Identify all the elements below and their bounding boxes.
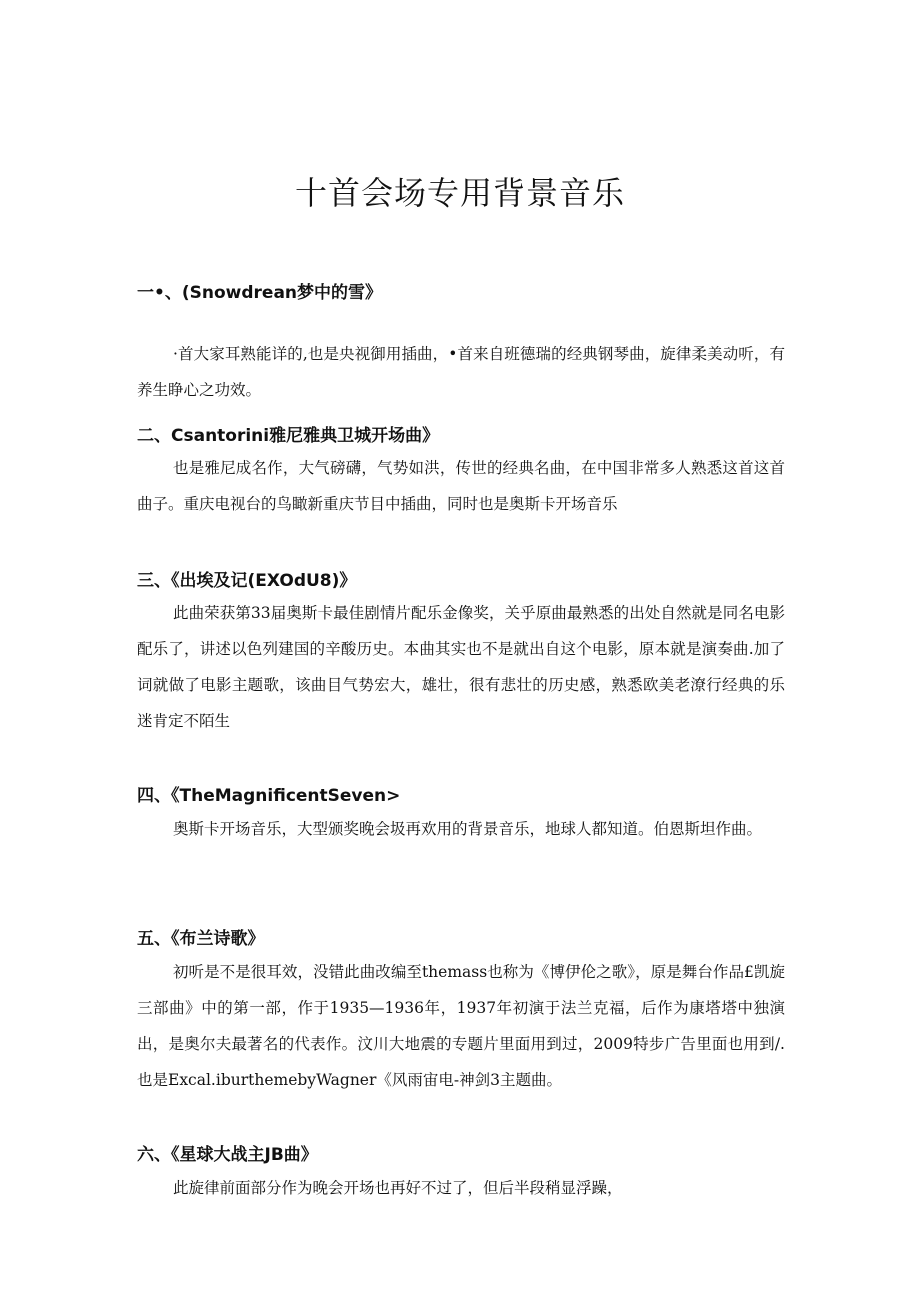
section-heading-6: 六、《星球大战主JB曲》 <box>137 1145 318 1165</box>
page-title: 十首会场专用背景音乐 <box>294 174 625 212</box>
section-body-6: 此旋律前面部分作为晚会开场也再好不过了，但后半段稍显浮躁， <box>173 1179 623 1197</box>
section-body-2: 也是雅尼成名作，大气磅礴，气势如洪，传世的经典名曲，在中国非常多人熟悉这首这首曲子。重庆电视台的鸟瞰新重庆节目中插曲，同时也是奥斯卡开场音乐 <box>137 459 785 513</box>
section-body-3: 此曲荣获第33届奥斯卡最佳剧情片配乐金像奖，关乎原曲最熟悉的出处自然就是同名电影配乐了，讲述以色列建国的辛酸历史。本曲其实也不是就出自这个电影，原本就是演奏曲.加了词就做了电影主题歌，该曲目气势宏大，雄壮，很有悲壮的历史感，熟悉欧美老潦行经典的乐迷肯定不陌生 <box>137 604 785 730</box>
section-body-5: 初听是不是很耳效，没错此曲改编至themass也称为《博伊伦之歌》，原是舞台作品£凯旋三部曲》中的第一部，作于1935—1936年，1937年初演于法兰克福，后作为康塔塔中独演出，是奥尔夫最著名的代表作。汶川大地震的专题片里面用到过，2009特步广告里面也用到/.也是Excal.iburthemebyWagner《风雨宙电-神剑3主题曲。 <box>137 963 785 1089</box>
section-heading-1: 一•、(Snowdrean梦中的雪》 <box>137 283 383 303</box>
section-heading-2: 二、Csantorini雅尼雅典卫城开场曲》 <box>137 426 440 446</box>
section-heading-4: 四、《TheMagnificentSeven> <box>137 786 401 806</box>
section-body-1: ·首大家耳熟能详的,也是央视御用插曲，•首来自班德瑞的经典钢琴曲，旋律柔美动听，有养生睁心之功效。 <box>137 345 785 399</box>
section-heading-5: 五、《布兰诗歌》 <box>137 929 265 949</box>
section-body-4: 奥斯卡开场音乐，大型颁奖晚会圾再欢用的背景音乐，地球人都知道。伯恩斯坦作曲。 <box>173 820 763 838</box>
section-heading-3: 三、《出埃及记(EXOdU8)》 <box>137 571 357 591</box>
